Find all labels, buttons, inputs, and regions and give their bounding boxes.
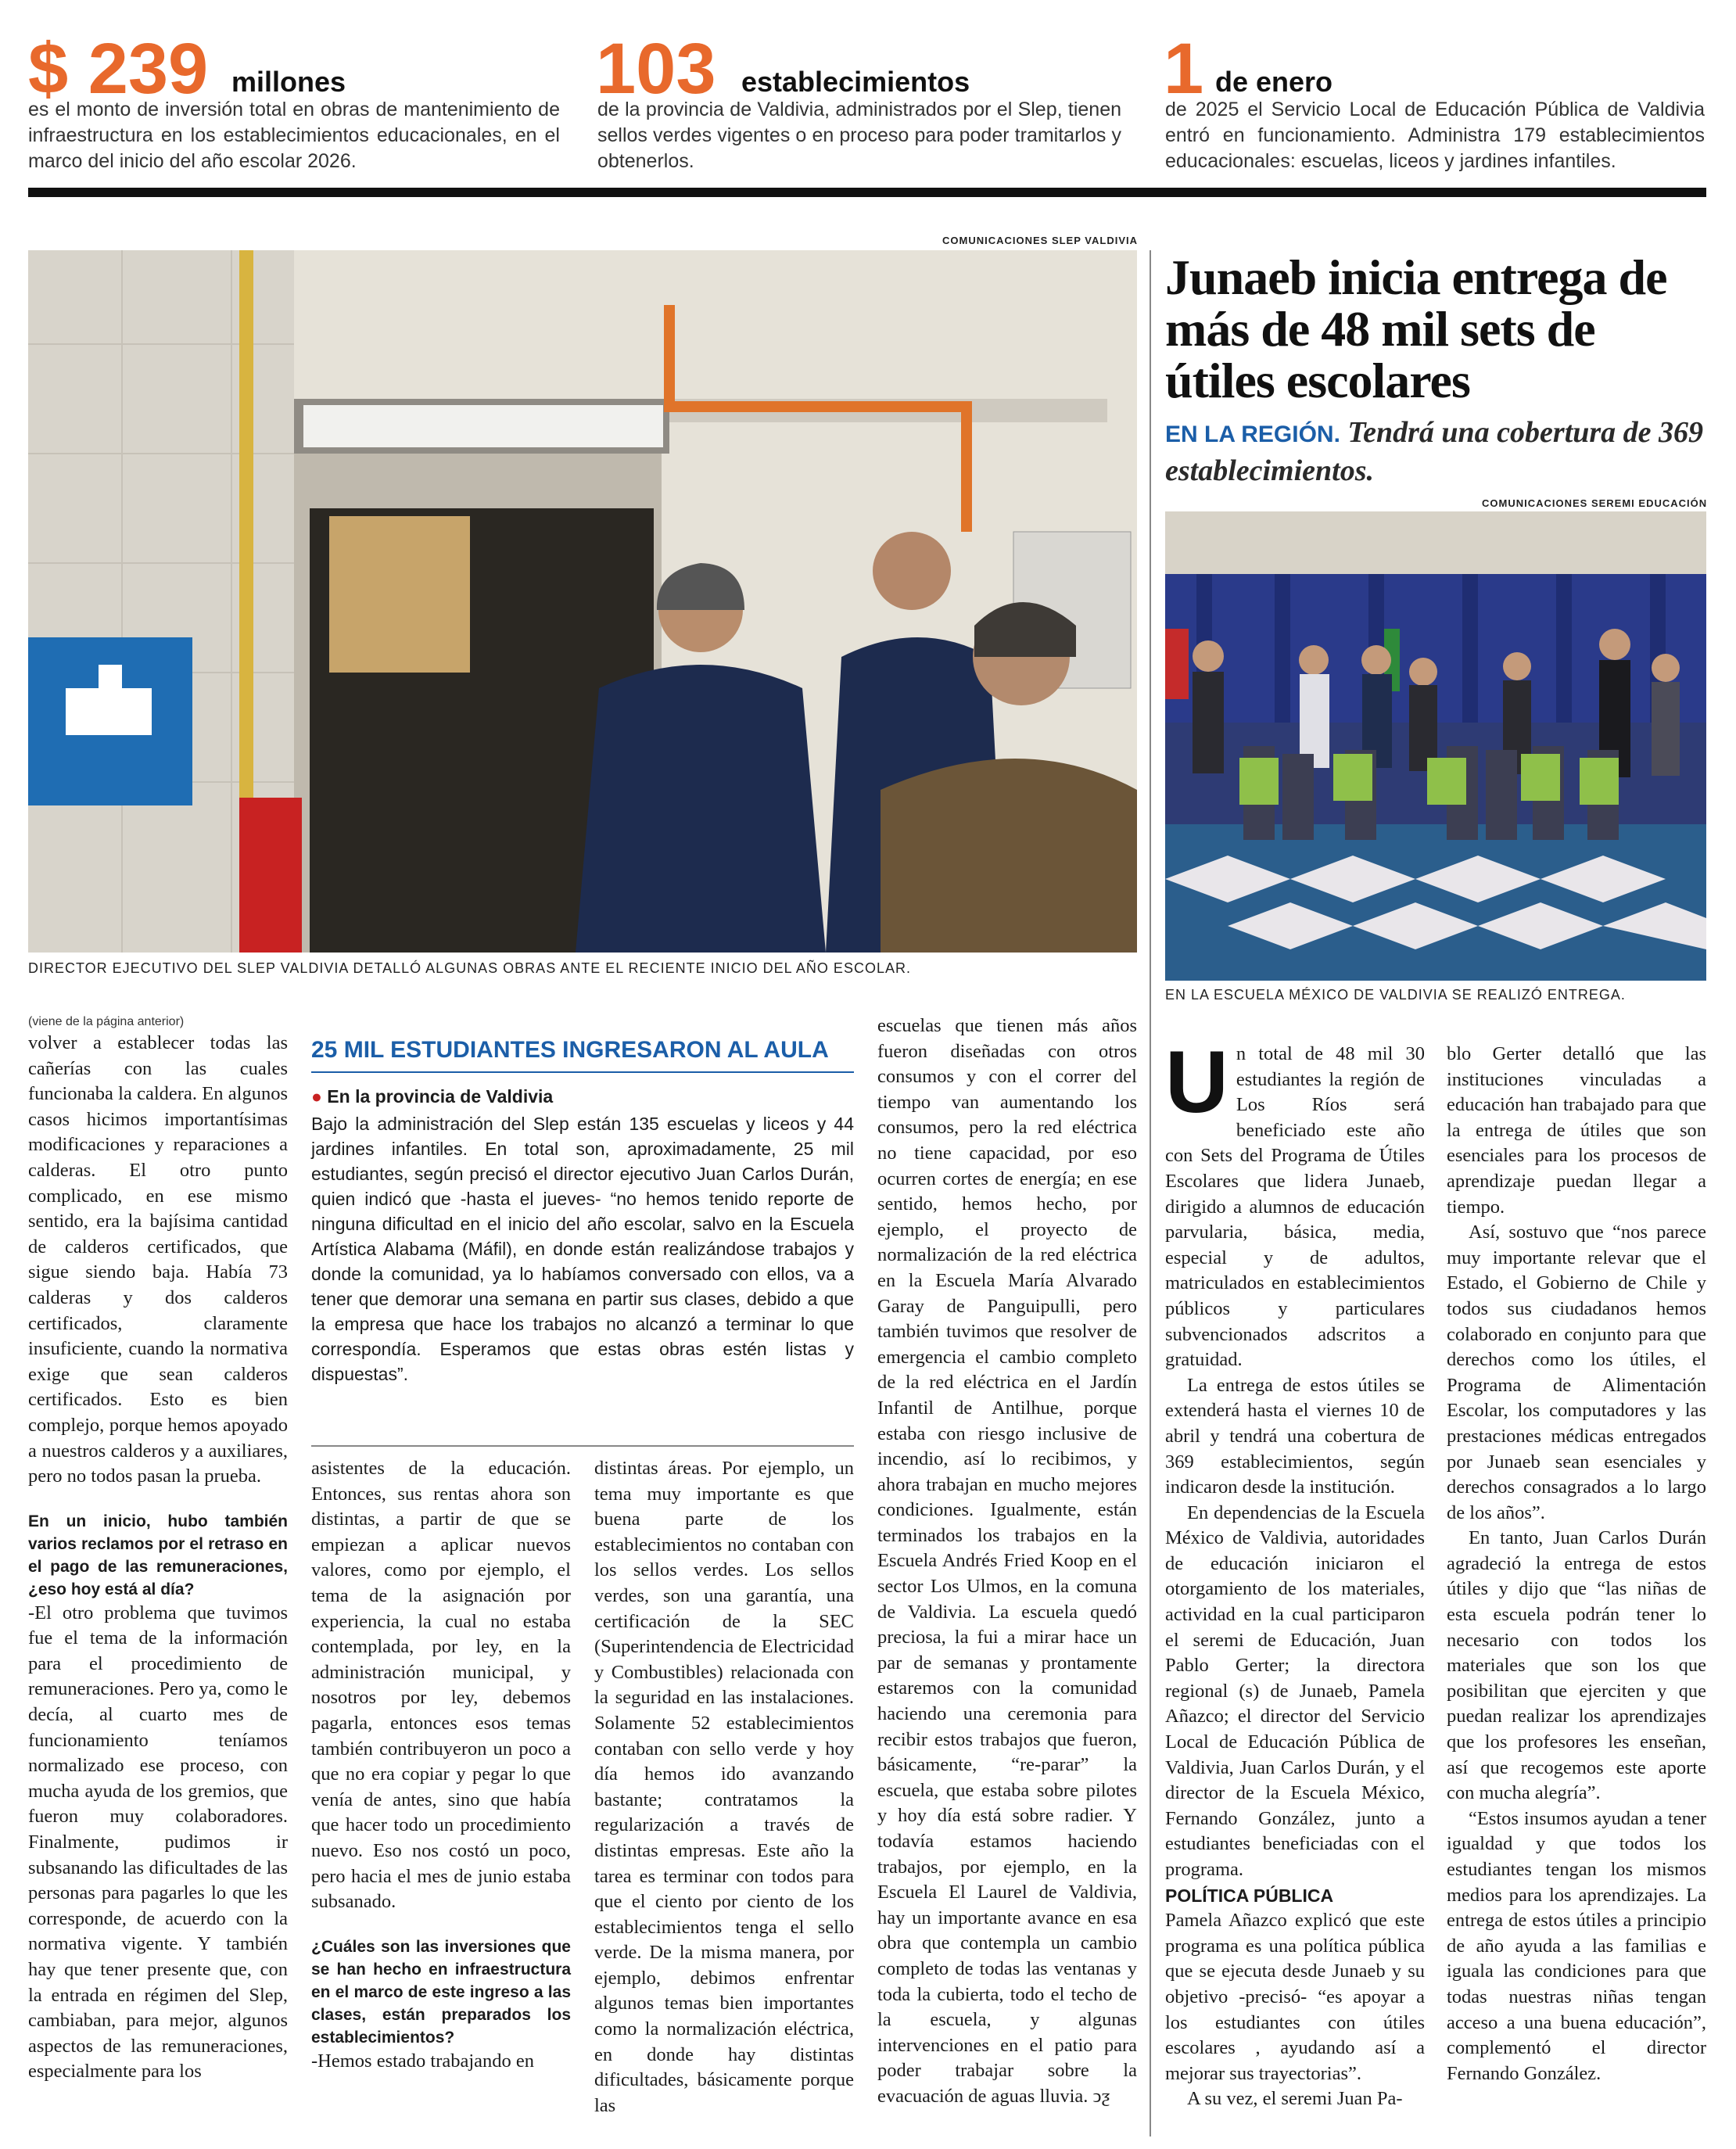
deck-text: Tendrá una cobertura de 369 establecimientos. xyxy=(1165,416,1704,487)
left-col-3-p1: distintas áreas. Por ejemplo, un tema muy importante es que buena parte de los establecimientos no contaban con los sellos verdes. Los sellos verdes, son una garantía, una certificación de la SEC (Superintendencia de Electricidad y Combustibles) relacionada con la seguridad en las instalaciones. Solamente 52 establecimientos contaban con sello verde y hoy día hemos ido avanzando bastante; contratamos la regularización a través de distintas empresas. Este año la tarea es terminar con todos para que el ciento por ciento de los establecimientos tenga el sello verde. De la misma manera, por ejemplo, debimos enfrentar algunos temas bien importantes como la normalización eléctrica, en donde hay distintas dificultades, básicamente porque las xyxy=(594,1458,854,2116)
right-photo xyxy=(1165,511,1706,981)
left-col-2-p2: -Hemos estado trabajando en xyxy=(311,2050,535,2072)
article-headline: Junaeb inicia entrega de más de 48 mil sets de útiles escolares xyxy=(1165,249,1667,408)
left-col-4 xyxy=(877,1014,1137,2110)
stat-3-value: 1 xyxy=(1164,29,1204,109)
right-col-2-p2: Así, sostuvo que “nos parece muy importante relevar que el Estado, el Gobierno de Chile y todos sus ciudadanos hemos colaborado en conjunto para que derechos como los útiles, el Programa de Alimentación Escolar, los computadores y las prestaciones médicas entregados por Junaeb sean esenciales y derechos consagrados a lo largo de los años”. xyxy=(1447,1222,1706,1523)
continued-note: (viene de la página anterior) xyxy=(28,1015,185,1028)
left-col-4-p1 xyxy=(877,1014,1137,2110)
article-deck xyxy=(1165,414,1713,489)
right-photo-credit: COMUNICACIONES SEREMI EDUCACIÓN xyxy=(1482,497,1708,509)
right-col-1 xyxy=(1165,1033,1425,2112)
stat-3-text: de 2025 el Servicio Local de Educación Pública de Valdivia entró en funcionamiento. Administra 179 establecimientos educacionales: escuelas, liceos y jardines infantiles. xyxy=(1165,99,1705,172)
right-col-2-p4: “Estos insumos ayudan a tener igualdad y que todos los estudiantes tengan los mismos medios para los aprendizajes. La entrega de estos útiles a principio de año ayuda a las familias e iguala las condiciones para que todas nuestras niñas tengan acceso a una buena educación”, complementó el director Fernando González. xyxy=(1447,1807,1706,2084)
right-col-1-p1-text: n total de 48 mil 30 estudiantes la región de Los Ríos será beneficiado este año con Sets del Programa de Útiles Escolares que lidera Junaeb, dirigido a alumnos de educación parvularia, básica, media, especial y de adultos, matriculados en establecimientos públicos y particulares subvencionados adscritos a gratuidad. xyxy=(1165,1043,1425,1371)
right-col-1-p2: La entrega de estos útiles se extenderá hasta el viernes 10 de abril y tendrá una cobertura de 369 establecimientos, según indicaron desde la institución. xyxy=(1165,1374,1425,1498)
dropcap: U xyxy=(1165,1033,1228,1131)
right-photo-caption: EN LA ESCUELA MÉXICO DE VALDIVIA SE REALIZÓ ENTREGA. xyxy=(1165,987,1626,1003)
right-photo-illustration xyxy=(1165,511,1706,981)
right-col-2-p1: blo Gerter detalló que las instituciones vinculadas a educación han trabajado para que la entrega de útiles que son esenciales para los procesos de aprendizaje puedan llegar a tiempo. xyxy=(1447,1043,1706,1218)
section-title: POLÍTICA PÚBLICA xyxy=(1165,1885,1334,1906)
stat-2-text: de la provincia de Valdivia, administrados por el Slep, tienen sellos verdes vigentes o en proceso para poder tramitarlos y obtenerlos. xyxy=(597,99,1121,172)
deck-tag: EN LA REGIÓN. xyxy=(1165,422,1340,447)
bullet-dot-icon: ● xyxy=(311,1086,322,1107)
right-col-1-p5: A su vez, el seremi Juan Pa- xyxy=(1187,2088,1403,2110)
stat-1-text: es el monto de inversión total en obras de mantenimiento de infraestructura en los establecimientos educacionales, en el marco del inicio del año escolar 2026. xyxy=(28,99,560,172)
question-1: En un inicio, hubo también varios reclamos por el retraso en el pago de las remuneraciones, ¿eso hoy está al día? xyxy=(28,1512,288,1598)
left-col-1 xyxy=(28,1031,288,2085)
box-title-rule xyxy=(311,1071,854,1073)
left-col-1-p1: volver a establecer todas las cañerías con las cuales funcionaba la caldera. En algunos casos hicimos importantísimas modificaciones y reparaciones a calderas. El otro punto complicado, en ese mismo sentido, era la bajísima cantidad de calderos certificados, que sigue siendo baja. Había 73 calderas y dos calderos certificados, claramente insuficiente, cuando la normativa exige que sean calderos certificados. Esto es bien complejo, porque hemos apoyado a nuestros calderos y a auxiliares, pero no todos pasan la prueba. xyxy=(28,1032,288,1487)
main-photo xyxy=(28,250,1137,953)
left-col-2-p1: asistentes de la educación. Entonces, sus rentas ahora son distintas, a partir de que se empiezan a aplicar nuevos valores, como por ejemplo, el tema de la asignación por experiencia, la cual no estaba contemplada, por ley, en la administración municipal, y nosotros por ley, debemos pagarla, entonces esos temas también contribuyeron un poco a que no era copiar y pegar lo que venía de antes, sino que había que hacer todo un procedimiento nuevo. Eso nos costó un poco, pero hacia el mes de junio estaba subsanado. xyxy=(311,1458,571,1913)
photo-credit: COMUNICACIONES SLEP VALDIVIA xyxy=(942,235,1138,246)
photo-caption: DIRECTOR EJECUTIVO DEL SLEP VALDIVIA DETALLÓ ALGUNAS OBRAS ANTE EL RECIENTE INICIO DEL AÑO ESCOLAR. xyxy=(28,960,911,976)
left-col-2 xyxy=(311,1456,571,2074)
box-title: 25 MIL ESTUDIANTES INGRESARON AL AULA xyxy=(311,1037,829,1063)
column-divider xyxy=(1150,250,1151,2136)
divider-rule xyxy=(28,188,1706,197)
left-col-1-p2: -El otro problema que tuvimos fue el tema de la información para el procedimiento de remuneraciones. Pero ya, como le decía, al cuarto mes de funcionamiento teníamos normalizado ese proceso, con mucha ayuda de los gremios, que fueron muy colaboradores. Finalmente, pudimos ir subsanando las dificultades de las personas para pagarles lo que les corresponde, de acuerdo con la normativa vigente. Y también hay que tener presente que, con la entrada en régimen del Slep, cambiaban, para mejor, algunos aspectos de las remuneraciones, especialmente para los xyxy=(28,1602,288,2083)
box-bottom-rule xyxy=(311,1445,854,1447)
right-col-1-p4: Pamela Añazco explicó que este programa es una política pública que se ejecuta desde Junaeb y su objetivo -precisó- “es apoyar a los estudiantes con útiles escolares , ayudando así a mejorar sus trayectorias”. xyxy=(1165,1910,1425,2084)
right-col-1-p1 xyxy=(1165,1033,1425,1373)
stat-3-unit: de enero xyxy=(1215,66,1333,98)
right-col-1-p3: En dependencias de la Escuela México de Valdivia, autoridades de educación iniciaron el otorgamiento de los materiales, actividad en la cual participaron el seremi de Educación, Juan Pablo Gerter; la directora regional (s) de Junaeb, Pamela Añazco; el director del Servicio Local de Educación Pública de Valdivia, Juan Carlos Durán, y el director de la Escuela México, Fernando González, junto a estudiantes beneficiadas con el programa. xyxy=(1165,1501,1425,1880)
left-col-3 xyxy=(594,1456,854,2119)
box-text: Bajo la administración del Slep están 135 escuelas y liceos y 44 jardines infantiles. En total son, aproximadamente, 25 mil estudiantes, según precisó el director ejecutivo Juan Carlos Durán, quien indicó que -hasta el jueves- “no hemos tenido reporte de ninguna dificultad en el inicio del año escolar, salvo en la Escuela Artística Alabama (Máfil), en donde están realizándose trabajos y donde la comunidad, ya lo habíamos conversado con ellos, va a tener que demorar una semana en partir sus clases, debido a que la empresa que hace los trabajos no alcanzó a terminar lo que correspondía. Esperamos que estas obras estén listas y dispuestas”. xyxy=(311,1113,854,1384)
stat-1-value: $ 239 xyxy=(28,29,209,109)
stat-1-unit: millones xyxy=(231,66,346,98)
right-col-2 xyxy=(1447,1042,1706,2086)
box-bullet xyxy=(311,1084,854,1110)
stat-2-value: 103 xyxy=(596,29,716,109)
question-2: ¿Cuáles son las inversiones que se han hecho en infraestructura en el marco de este ingreso a las clases, están preparados los establecimientos? xyxy=(311,1937,571,2047)
box-body xyxy=(311,1084,854,1387)
photo-illustration xyxy=(28,250,1137,953)
right-col-2-p3: En tanto, Juan Carlos Durán agradeció la entrega de estos útiles y dijo que “las niñas de esta escuela podrán tener lo necesario con todos los materiales que son los que posibilitan que ejerciten y que puedan realizar los aprendizajes que los profesores les enseñan, así que recogemos este aporte con mucha alegría”. xyxy=(1447,1527,1706,1804)
stat-2-unit: establecimientos xyxy=(741,66,970,98)
box-bullet-text: En la provincia de Valdivia xyxy=(327,1086,554,1107)
end-mark-icon: ↄƺ xyxy=(1092,2085,1110,2107)
left-col-4-text: escuelas que tienen más años fueron diseñadas con otros consumos y con el correr del tiempo van aumentando los consumos, pero la red eléctrica no tiene capacidad, por eso ocurren cortes de energía; en ese sentido, hemos hecho, por ejemplo, el proyecto de normalización de la red eléctrica en la Escuela María Alvarado Garay de Panguipulli, pero también tuvimos que resolver de emergencia el cambio completo de la red eléctrica en el Jardín Infantil de Antilhue, porque estaba con riesgo inclusive de incendio, así lo recibimos, y ahora trabajan en mucho mejores condiciones. Igualmente, están terminados los trabajos en la Escuela Andrés Fried Koop en el sector Los Ulmos, en la comuna de Valdivia. La escuela quedó preciosa, la fui a mirar hace un par de semanas y prontamente estaremos con la comunidad haciendo una ceremonia para recibir estos trabajos que fueron, básicamente, “re-parar” la escuela, que estaba sobre pilotes y hoy día está sobre radier. Y todavía estamos haciendo trabajos, por ejemplo, en la Escuela El Laurel de Valdivia, hay un importante avance en esa obra que contempla un cambio completo de todas las ventanas y toda la cubierta, todo el techo de la escuela, y algunas intervenciones en el patio para poder trabajar sobre la evacuación de aguas lluvia. xyxy=(877,1015,1137,2107)
